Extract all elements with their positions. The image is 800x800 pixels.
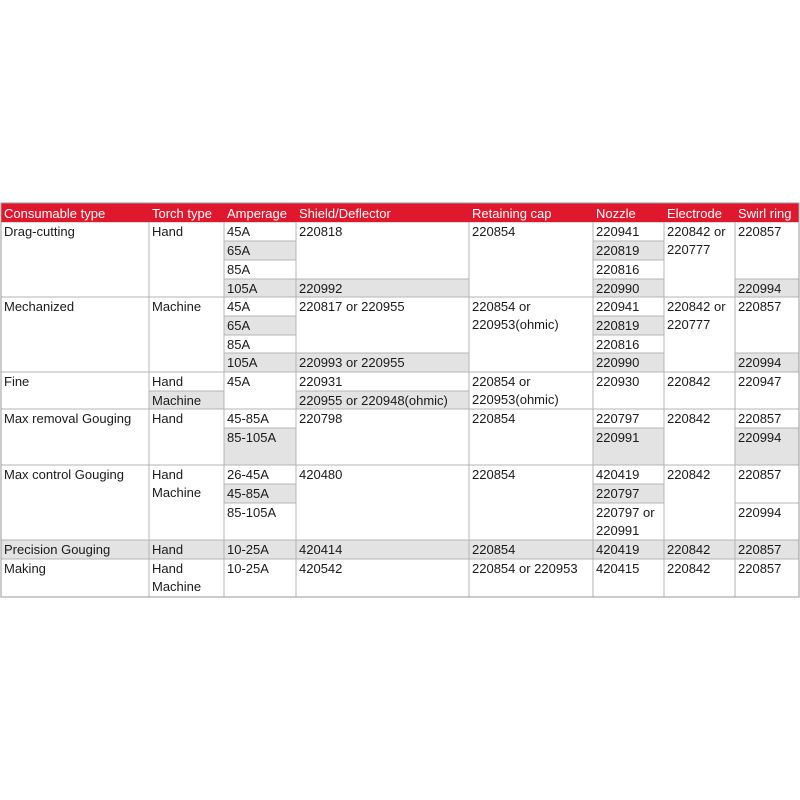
cell-text: 85A <box>227 262 251 277</box>
table-cell <box>735 279 799 297</box>
cell-text: 220777 <box>667 242 711 257</box>
cell-text: 220842 <box>667 561 711 576</box>
cell-text: 26-45A <box>227 467 269 482</box>
table-cell <box>664 559 735 597</box>
table-cell <box>149 297 224 372</box>
table-cell <box>149 409 224 465</box>
cell-text: 65A <box>227 243 251 258</box>
cell-text: 420480 <box>299 467 343 482</box>
table-cell <box>593 297 664 316</box>
cell-text: 220842 or <box>667 299 726 314</box>
header-cell: Consumable type <box>4 206 106 221</box>
table-cell <box>593 559 664 597</box>
table-cell <box>224 297 296 316</box>
table-cell <box>1 465 149 540</box>
table-cell <box>664 372 735 409</box>
cell-text: 85-105A <box>227 430 277 445</box>
table-cell <box>224 465 296 484</box>
table-cell <box>735 465 799 503</box>
table-cell <box>593 241 664 260</box>
table-cell <box>469 465 593 540</box>
table-cell <box>1 540 149 559</box>
cell-text: 220842 or <box>667 224 726 239</box>
cell-text: Hand <box>152 467 184 482</box>
table-cell <box>1 222 149 297</box>
cell-text: 420419 <box>596 542 640 557</box>
table-cell <box>296 372 469 391</box>
table-cell <box>593 316 664 335</box>
table-cell <box>224 241 296 260</box>
table-cell <box>1 559 149 597</box>
table-cell <box>224 484 296 503</box>
header-cell: Torch type <box>152 206 212 221</box>
cell-text: 45A <box>227 374 251 389</box>
table-cell <box>735 297 799 353</box>
cell-text: 220947 <box>738 374 782 389</box>
table-cell <box>735 222 799 279</box>
cell-text: Machine <box>152 579 202 594</box>
cell-text: 220842 <box>667 374 711 389</box>
cell-text: 420419 <box>596 467 640 482</box>
table-cell <box>593 503 664 540</box>
table-cell <box>224 503 296 540</box>
table-cell <box>664 409 735 465</box>
cell-text: 220857 <box>738 561 782 576</box>
cell-text: 65A <box>227 318 251 333</box>
cell-text: 220930 <box>596 374 640 389</box>
cell-text: 220994 <box>738 430 782 445</box>
cell-text: 220816 <box>596 337 640 352</box>
table-cell <box>149 465 224 540</box>
table-cell <box>735 372 799 409</box>
cell-text: 220990 <box>596 281 640 296</box>
cell-text: Mechanized <box>4 299 75 314</box>
table-cell <box>735 559 799 597</box>
cell-text: 220857 <box>738 299 782 314</box>
cell-text: 220857 <box>738 467 782 482</box>
table-cell <box>664 297 735 372</box>
header-cell: Swirl ring <box>738 206 792 221</box>
cell-text: 220842 <box>667 411 711 426</box>
table-cell <box>469 540 593 559</box>
table-cell <box>735 503 799 540</box>
cell-text: 220990 <box>596 355 640 370</box>
cell-text: Hand <box>152 561 184 576</box>
cell-text: Hand <box>152 374 184 389</box>
cell-text: Max control Gouging <box>4 467 124 482</box>
cell-text: 220842 <box>667 542 711 557</box>
cell-text: 220777 <box>667 317 711 332</box>
header-cell: Nozzle <box>596 206 636 221</box>
cell-text: 220854 <box>472 467 516 482</box>
table-cell <box>296 465 469 540</box>
cell-text: Hand <box>152 542 184 557</box>
table-cell <box>735 428 799 465</box>
header-cell: Retaining cap <box>472 206 552 221</box>
cell-text: 420415 <box>596 561 640 576</box>
table-cell <box>593 260 664 279</box>
table-cell <box>664 465 735 540</box>
table-cell <box>469 222 593 297</box>
table-header <box>1 203 799 222</box>
cell-text: 420414 <box>299 542 343 557</box>
table-cell <box>296 540 469 559</box>
table-cell <box>1 409 149 465</box>
table-cell <box>593 279 664 297</box>
header-cell: Amperage <box>227 206 287 221</box>
cell-text: 220994 <box>738 281 782 296</box>
table-cell <box>224 316 296 335</box>
cell-text: 220857 <box>738 542 782 557</box>
table-cell <box>224 335 296 353</box>
cell-text: 45-85A <box>227 411 269 426</box>
table-cell <box>296 409 469 465</box>
table-cell <box>593 484 664 503</box>
cell-text: 220854 <box>472 411 516 426</box>
cell-text: 220941 <box>596 224 640 239</box>
cell-text: 45A <box>227 299 251 314</box>
table-cell <box>296 391 469 409</box>
table-cell <box>593 335 664 353</box>
cell-text: 85-105A <box>227 505 277 520</box>
header-cell: Electrode <box>667 206 722 221</box>
table-cell <box>735 409 799 428</box>
table-cell <box>224 559 296 597</box>
table-cell <box>296 222 469 279</box>
cell-text: Hand <box>152 411 184 426</box>
cell-text: 10-25A <box>227 561 269 576</box>
table-cell <box>224 409 296 428</box>
table-cell <box>224 279 296 297</box>
table-cell <box>469 297 593 372</box>
cell-text: 220991 <box>596 523 640 538</box>
cell-text: 220817 or 220955 <box>299 299 405 314</box>
table-body <box>1 222 799 597</box>
table-cell <box>224 353 296 372</box>
cell-text: 220994 <box>738 355 782 370</box>
table-cell <box>593 409 664 428</box>
table-cell <box>593 428 664 465</box>
table-cell <box>224 372 296 409</box>
cell-text: 220931 <box>299 374 343 389</box>
table-cell <box>149 559 224 597</box>
table-cell <box>593 540 664 559</box>
table-cell <box>664 222 735 297</box>
table-cell <box>149 540 224 559</box>
cell-text: 220953(ohmic) <box>472 317 559 332</box>
table-cell <box>593 353 664 372</box>
table-cell <box>149 372 224 391</box>
table-cell <box>469 409 593 465</box>
cell-text: 105A <box>227 281 258 296</box>
cell-text: 220819 <box>596 318 640 333</box>
table-cell <box>593 465 664 484</box>
table-cell <box>469 372 593 409</box>
cell-text: 220991 <box>596 430 640 445</box>
table-cell <box>1 297 149 372</box>
table-cell <box>735 540 799 559</box>
cell-text: 220816 <box>596 262 640 277</box>
cell-text: 420542 <box>299 561 343 576</box>
table-cell <box>469 559 593 597</box>
table-cell <box>296 279 469 297</box>
table-cell <box>224 428 296 465</box>
cell-text: 220798 <box>299 411 343 426</box>
cell-text: Machine <box>152 485 202 500</box>
cell-text: 220854 or <box>472 299 531 314</box>
cell-text: 105A <box>227 355 258 370</box>
cell-text: Machine <box>152 299 202 314</box>
cell-text: 45A <box>227 224 251 239</box>
table-cell <box>664 540 735 559</box>
table-cell <box>1 372 149 409</box>
cell-text: 220797 or <box>596 505 655 520</box>
table-cell <box>296 353 469 372</box>
cell-text: 220854 or <box>472 374 531 389</box>
cell-text: 220992 <box>299 281 343 296</box>
cell-text: 220953(ohmic) <box>472 392 559 407</box>
cell-text: 85A <box>227 337 251 352</box>
table-cell <box>149 222 224 297</box>
cell-text: 220797 <box>596 486 640 501</box>
table-cell <box>593 222 664 241</box>
cell-text: Max removal Gouging <box>4 411 132 426</box>
cell-text: 220797 <box>596 411 640 426</box>
cell-text: Making <box>4 561 46 576</box>
table-cell <box>224 540 296 559</box>
table-cell <box>593 372 664 409</box>
cell-text: 220993 or 220955 <box>299 355 405 370</box>
cell-text: 10-25A <box>227 542 269 557</box>
cell-text: 220854 <box>472 542 516 557</box>
table-cell <box>296 297 469 353</box>
table-cell <box>149 391 224 409</box>
cell-text: 220857 <box>738 411 782 426</box>
cell-text: 220819 <box>596 243 640 258</box>
cell-text: 220854 <box>472 224 516 239</box>
table-cell <box>735 353 799 372</box>
cell-text: Drag-cutting <box>4 224 75 239</box>
cell-text: 45-85A <box>227 486 269 501</box>
cell-text: 220818 <box>299 224 343 239</box>
cell-text: Fine <box>4 374 30 389</box>
cell-text: Precision Gouging <box>4 542 111 557</box>
cell-text: 220854 or 220953 <box>472 561 578 576</box>
table-cell <box>224 260 296 279</box>
cell-text: 220941 <box>596 299 640 314</box>
cell-text: 220857 <box>738 224 782 239</box>
header-cell: Shield/Deflector <box>299 206 391 221</box>
table-cell <box>296 559 469 597</box>
cell-text: 220955 or 220948(ohmic) <box>299 393 448 408</box>
cell-text: Hand <box>152 224 184 239</box>
cell-text: 220842 <box>667 467 711 482</box>
table-cell <box>224 222 296 241</box>
cell-text: 220994 <box>738 505 782 520</box>
cell-text: Machine <box>152 393 202 408</box>
